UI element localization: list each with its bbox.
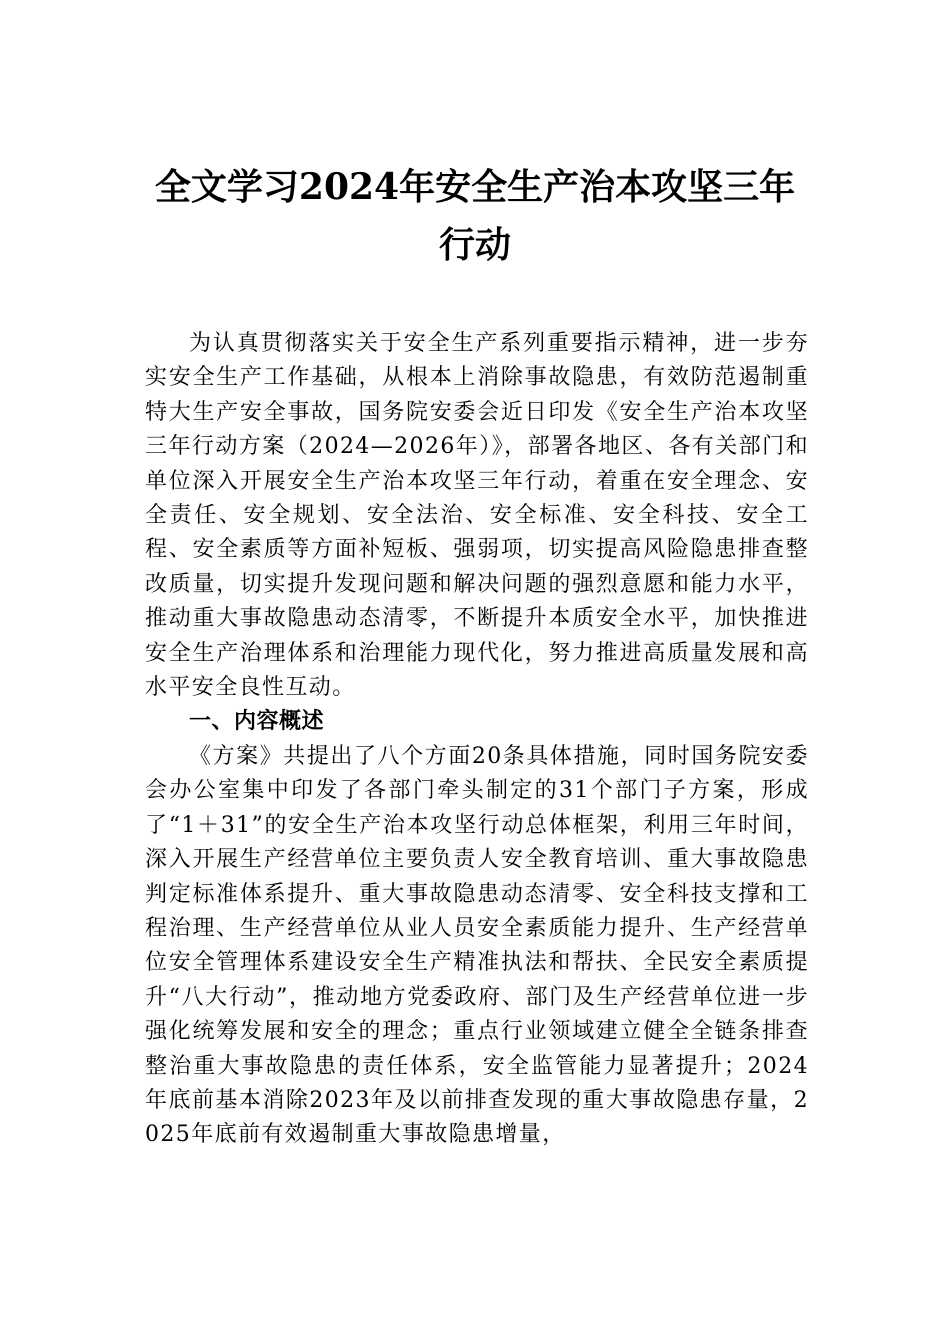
section-heading: 一、内容概述 — [189, 709, 325, 735]
document-body — [145, 327, 809, 1153]
section-paragraph: 《方案》共提出了八个方面20条具体措施，同时国务院安委会办公室集中印发了各部门牵头制定的31个部门子方案，形成了“1＋31”的安全生产治本攻坚行动总体框架，利用三年时间，深入开展生产经营单位主要负责人安全教育培训、重大事故隐患判定标准体系提升、重大事故隐患动态清零、安全科技支撑和工程治理、生产经营单位从业人员安全素质能力提升、生产经营单位安全管理体系建设安全生产精准执法和帮扶、全民安全素质提升“八大行动”，推动地方党委政府、部门及生产经营单位进一步强化统筹发展和安全的理念；重点行业领域建立健全全链条排查整治重大事故隐患的责任体系，安全监管能力显著提升；2024年底前基本消除2023年及以前排查发现的重大事故隐患存量，2025年底前有效遏制重大事故隐患增量， — [145, 743, 809, 1148]
document-title: 全文学习2024年安全生产治本攻坚三年行动 — [154, 166, 796, 266]
intro-paragraph: 为认真贯彻落实关于安全生产系列重要指示精神，进一步夯实安全生产工作基础，从根本上消除事故隐患，有效防范遏制重特大生产安全事故，国务院安委会近日印发《安全生产治本攻坚三年行动方案（2024—2026年）》，部署各地区、各有关部门和单位深入开展安全生产治本攻坚三年行动，着重在安全理念、安全责任、安全规划、安全法治、安全标准、安全科技、安全工程、安全素质等方面补短板、强弱项，切实提高风险隐患排查整改质量，切实提升发现问题和解决问题的强烈意愿和能力水平，推动重大事故隐患动态清零，不断提升本质安全水平，加快推进安全生产治理体系和治理能力现代化，努力推进高质量发展和高水平安全良性互动。 — [145, 331, 809, 701]
